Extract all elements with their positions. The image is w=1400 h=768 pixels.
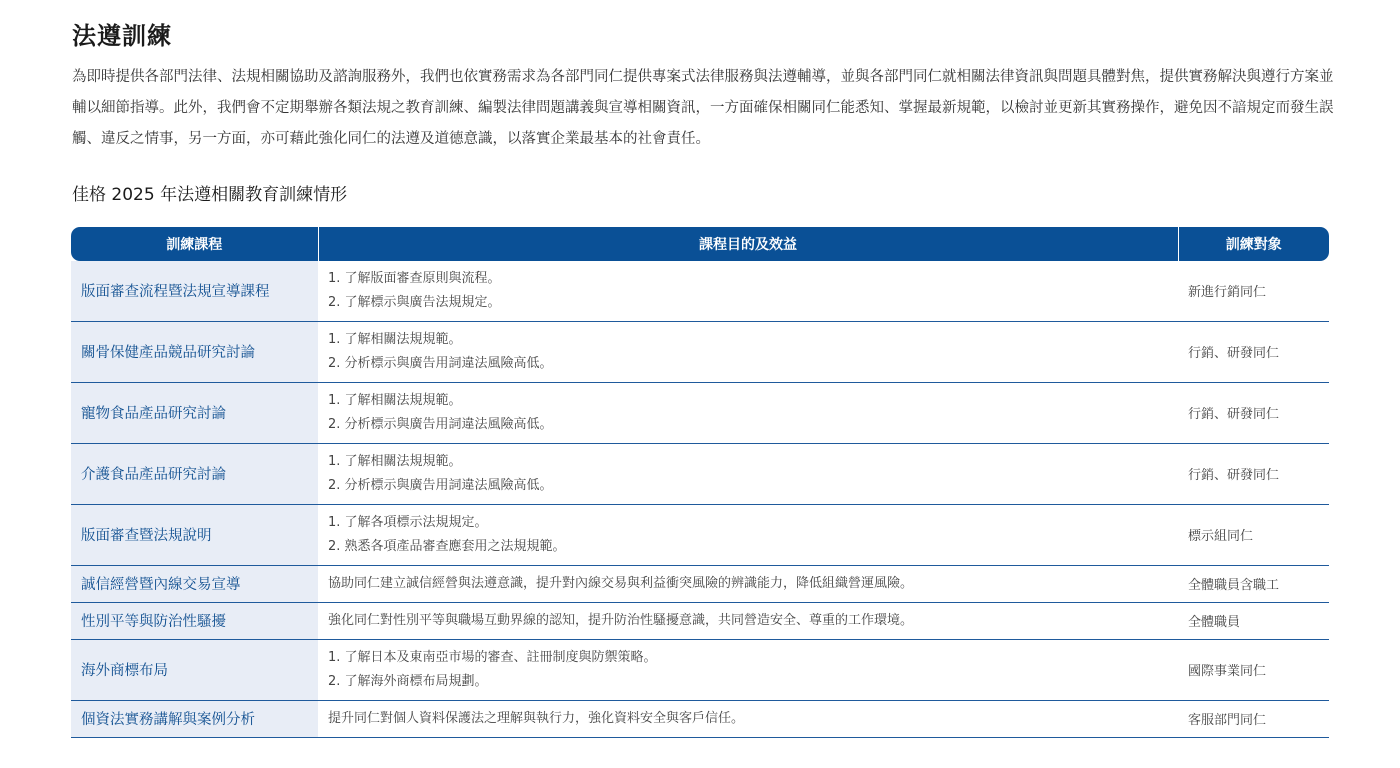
course-cell: 寵物食品產品研究討論 [71,382,318,443]
purpose-cell [318,261,1178,321]
purpose-line: 2. 分析標示與廣告用詞違法風險高低。 [328,477,553,493]
purpose-cell [318,504,1178,565]
purpose-line: 1. 了解相關法規規範。 [328,454,462,469]
purpose-line: 2. 了解海外商標布局規劃。 [328,673,488,689]
intro-paragraph: 為即時提供各部門法律、法規相關協助及諮詢服務外，我們也依實務需求為各部門同仁提供專案式法律服務與法遵輔導，並與各部門同仁就相關法律資訊與問題具體對焦，提供實務解決與遵行方案並輔以細節指導。此外，我們會不定期舉辦各類法規之教育訓練、編製法律問題講義與宣導相關資訊，一方面確保相關同仁能悉知、掌握最新規範，以檢討並更新其實務操作，避免因不諳規定而發生誤觸、違反之情事，另一方面，亦可藉此強化同仁的法遵及道德意識，以落實企業最基本的社會責任。 [72,69,1334,147]
section-title: 佳格 2025 年法遵相關教育訓練情形 [72,185,348,205]
purpose-cell [318,700,1178,737]
table-row [71,261,1329,321]
course-cell: 性別平等與防治性騷擾 [71,602,318,639]
target-cell: 新進行銷同仁 [1178,261,1329,321]
purpose-line: 2. 分析標示與廣告用詞違法風險高低。 [328,416,553,432]
target-cell: 國際事業同仁 [1178,639,1329,700]
course-cell: 版面審查流程暨法規宣導課程 [71,261,318,321]
purpose-cell [318,443,1178,504]
purpose-line: 1. 了解各項標示法規規定。 [328,515,488,530]
table-row [71,602,1329,639]
purpose-line: 1. 了解版面審查原則與流程。 [328,271,501,287]
training-table [71,227,1329,738]
purpose-line: 2. 熟悉各項產品審查應套用之法規規範。 [328,538,566,554]
purpose-line: 1. 了解日本及東南亞市場的審查、註冊制度與防禦策略。 [328,650,657,665]
purpose-line: 1. 了解相關法規規範。 [328,332,462,347]
table-row [71,565,1329,602]
purpose-line: 協助同仁建立誠信經營與法遵意識，提升對內線交易與利益衝突風險的辨識能力，降低組織營運風險。 [328,575,914,591]
table-row [71,504,1329,565]
table-row [71,700,1329,737]
purpose-line: 2. 分析標示與廣告用詞違法風險高低。 [328,355,553,371]
target-cell: 標示組同仁 [1178,504,1329,565]
target-cell: 行銷、研發同仁 [1178,443,1329,504]
purpose-line: 2. 了解標示與廣告法規規定。 [328,294,501,310]
purpose-line: 強化同仁對性別平等與職場互動界線的認知，提升防治性騷擾意識，共同營造安全、尊重的工作環境。 [328,612,914,628]
header-purpose: 課程目的及效益 [318,227,1178,261]
target-cell: 全體職員含職工 [1178,565,1329,602]
course-cell: 關骨保健產品競品研究討論 [71,321,318,382]
target-cell: 客服部門同仁 [1178,700,1329,737]
page-title: 法遵訓練 [72,22,172,50]
table-header-row [71,227,1329,261]
purpose-cell [318,565,1178,602]
purpose-cell [318,321,1178,382]
header-target: 訓練對象 [1178,227,1329,261]
table-row [71,443,1329,504]
target-cell: 行銷、研發同仁 [1178,382,1329,443]
table-row [71,639,1329,700]
table-row [71,321,1329,382]
purpose-cell [318,382,1178,443]
course-cell: 介護食品產品研究討論 [71,443,318,504]
course-cell: 個資法實務講解與案例分析 [71,700,318,737]
target-cell: 行銷、研發同仁 [1178,321,1329,382]
header-course: 訓練課程 [71,227,318,261]
table-row [71,382,1329,443]
course-cell: 版面審查暨法規說明 [71,504,318,565]
course-cell: 誠信經營暨內線交易宣導 [71,565,318,602]
purpose-cell [318,602,1178,639]
target-cell: 全體職員 [1178,602,1329,639]
purpose-cell [318,639,1178,700]
purpose-line: 1. 了解相關法規規範。 [328,393,462,408]
purpose-line: 提升同仁對個人資料保護法之理解與執行力，強化資料安全與客戶信任。 [328,710,745,726]
course-cell: 海外商標布局 [71,639,318,700]
